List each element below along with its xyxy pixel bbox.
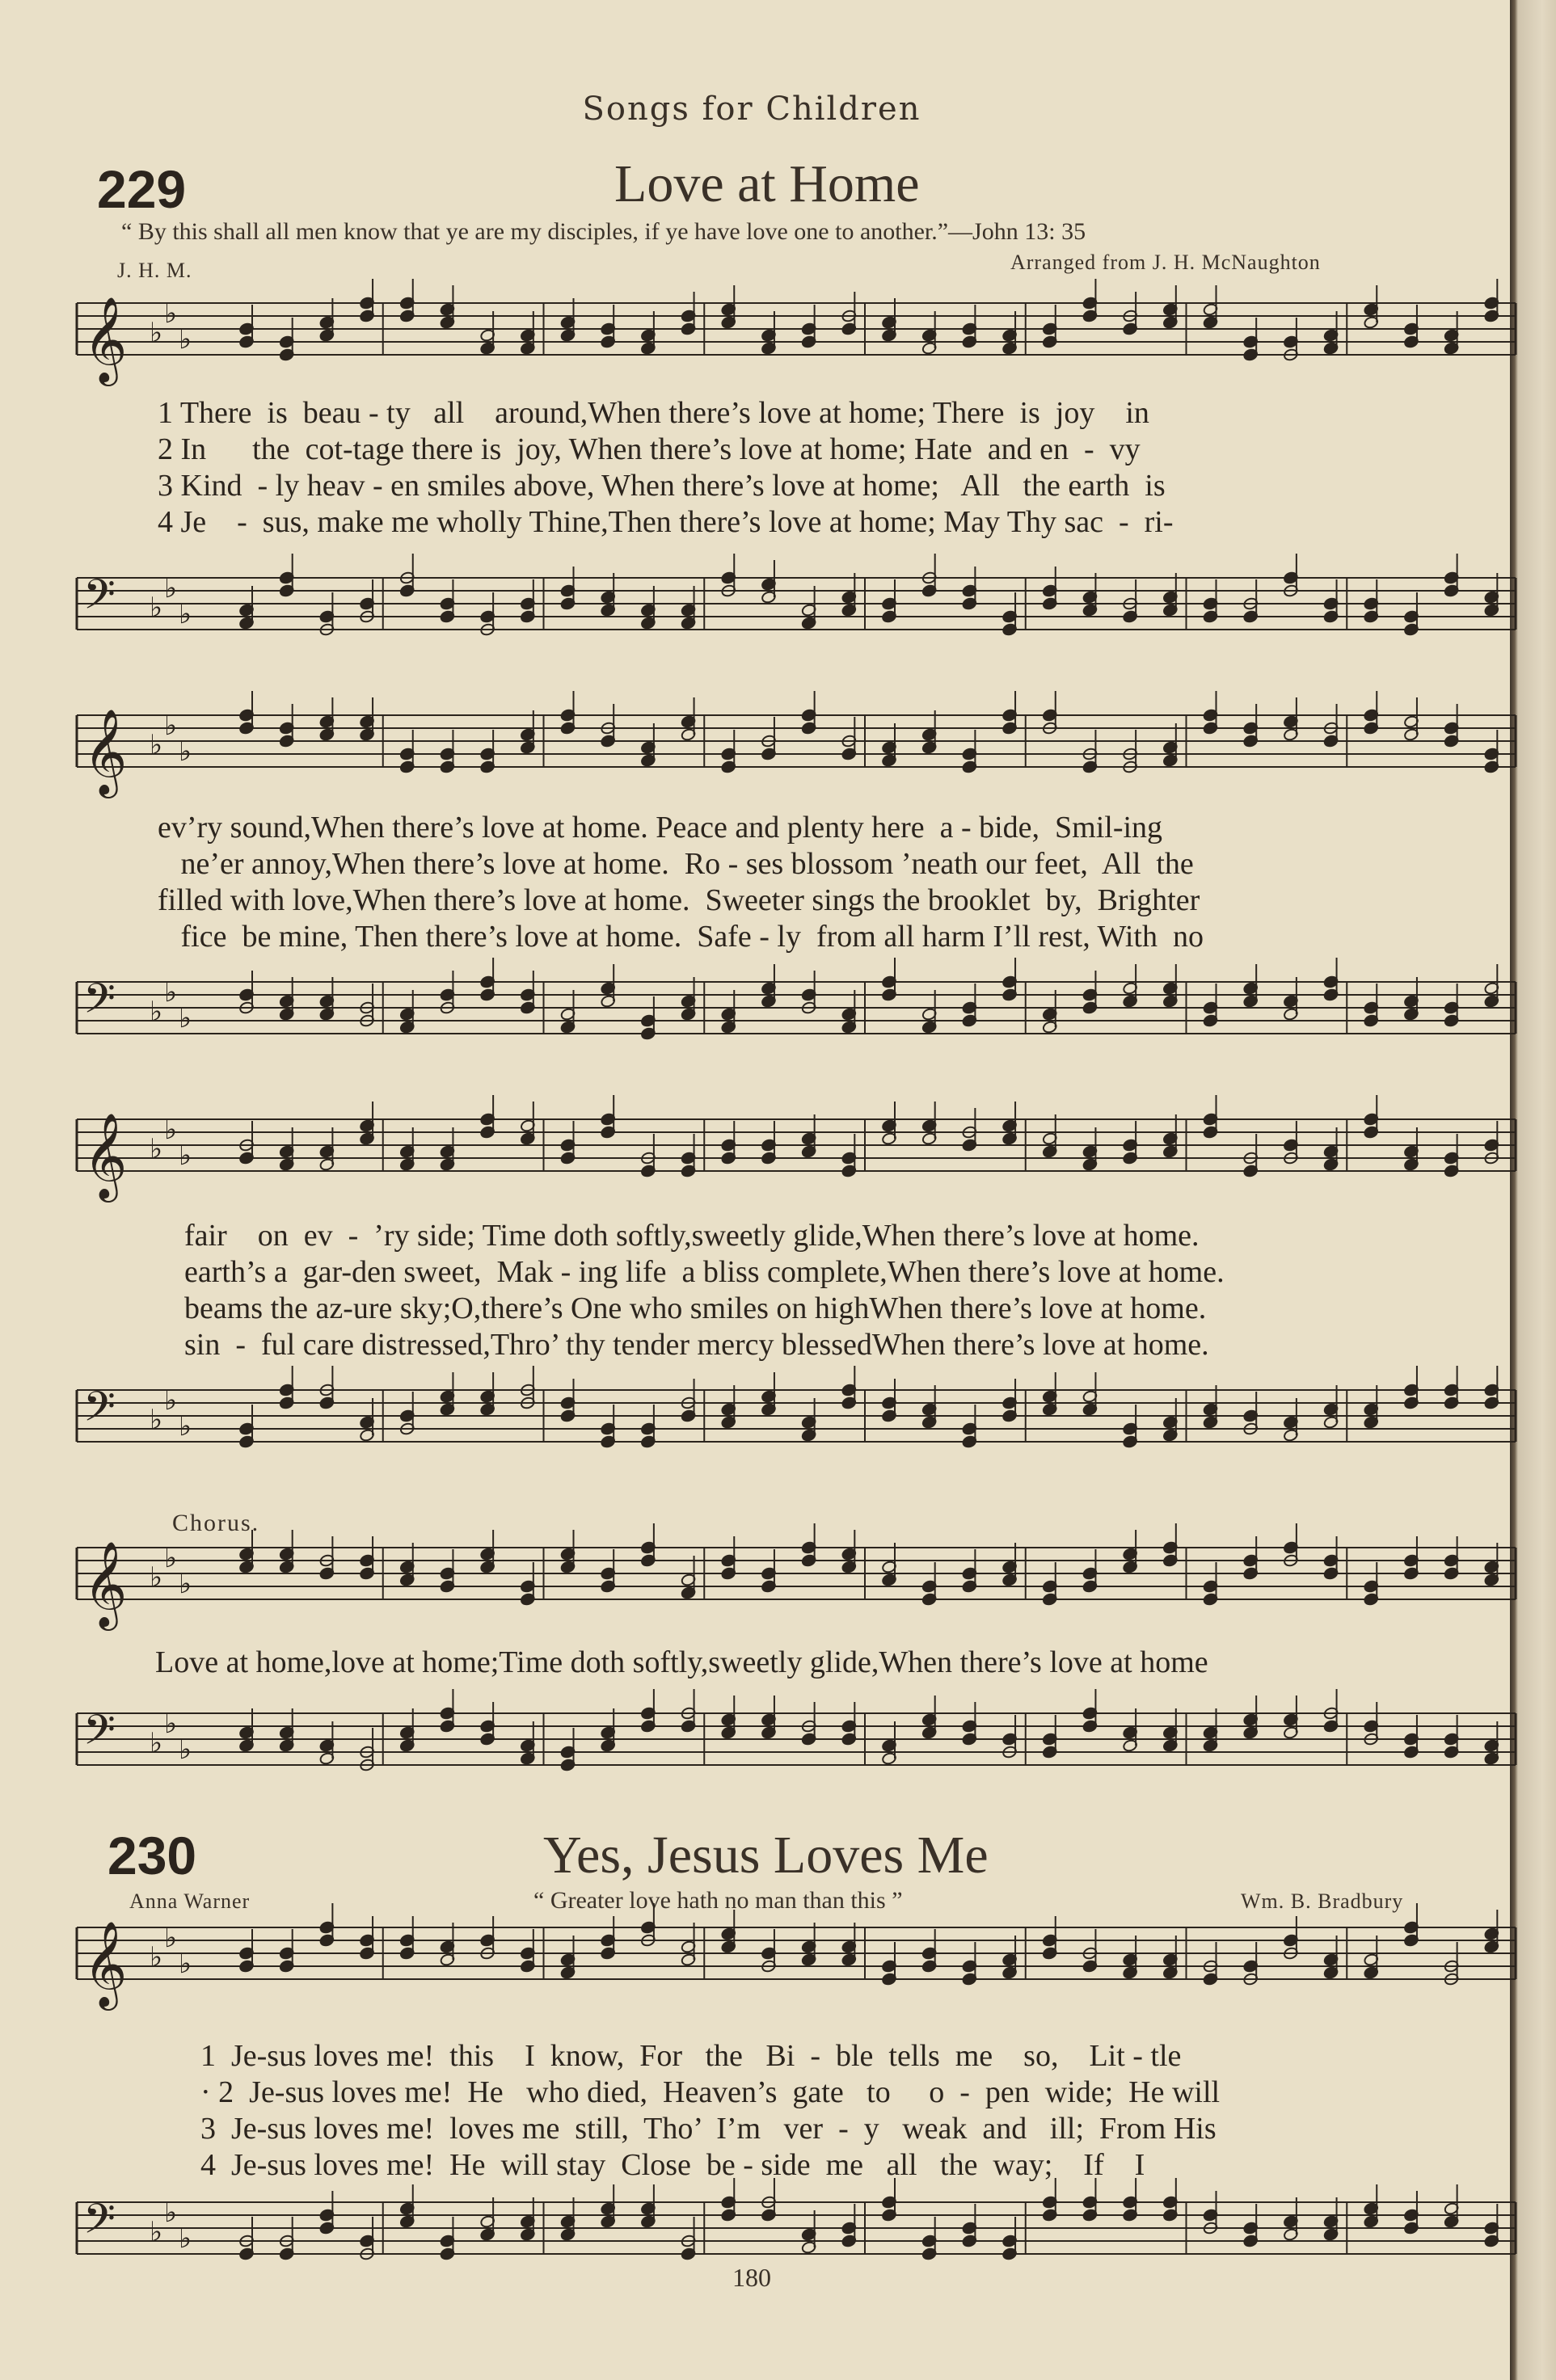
flat-icon: ♭ <box>164 1708 178 1740</box>
treble-clef-icon: 𝄞 <box>83 1540 128 1627</box>
page-number: 180 <box>732 2263 771 2292</box>
verse-line: fice be mine, Then there’s love at home. Safe - ly from all harm I’ll rest, With no <box>158 920 1204 954</box>
bass-clef-icon: 𝄢 <box>83 974 116 1033</box>
flat-icon: ♭ <box>164 2197 178 2229</box>
verse-line: 1 Je-sus loves me! this I know, For the Bi - ble tells me so, Lit - tle <box>200 2039 1182 2073</box>
bass-clef-icon: 𝄢 <box>83 1382 116 1441</box>
flat-icon: ♭ <box>179 2222 192 2255</box>
book-spine-edge <box>1510 0 1556 2380</box>
bass-staff <box>77 1705 1516 1794</box>
verse-line: 1 There is beau - ty all around,When there’s love at home; There is joy in <box>158 396 1149 430</box>
flat-icon: ♭ <box>179 1139 192 1172</box>
flat-icon: ♭ <box>179 735 192 768</box>
flat-icon: ♭ <box>179 598 192 630</box>
hymn-229-lyricist: J. H. M. <box>117 259 192 282</box>
flat-icon: ♭ <box>150 1404 163 1436</box>
verse-line: 4 Je-sus loves me! He will stay Close be - side me all the way; If I <box>200 2148 1145 2182</box>
hymn-229-number: 229 <box>97 159 187 219</box>
verse-line: ne’er annoy,When there’s love at home. Ro - ses blossom ’neath our feet, All the <box>158 847 1194 881</box>
flat-icon: ♭ <box>150 1941 163 1974</box>
flat-icon: ♭ <box>164 1542 178 1574</box>
flat-icon: ♭ <box>150 1727 163 1759</box>
bass-staff <box>77 570 1516 659</box>
flat-icon: ♭ <box>150 1133 163 1165</box>
flat-icon: ♭ <box>179 1733 192 1766</box>
chorus-label: Chorus. <box>172 1510 260 1536</box>
verse-line: ev’ry sound,When there’s love at home. Peace and plenty here a - bide, Smil-ing <box>158 811 1163 845</box>
flat-icon: ♭ <box>179 1568 192 1600</box>
hymn-230-title: Yes, Jesus Loves Me <box>543 1826 989 1885</box>
treble-staff <box>77 295 1516 384</box>
hymn-230-lyricist: Anna Warner <box>129 1889 251 1913</box>
treble-clef-icon: 𝄞 <box>83 1112 128 1198</box>
bass-clef-icon: 𝄢 <box>83 1705 116 1764</box>
flat-icon: ♭ <box>179 1410 192 1443</box>
treble-clef-icon: 𝄞 <box>83 296 128 382</box>
verse-line: 4 Je - sus, make me wholly Thine,Then there’s love at home; May Thy sac - ri- <box>158 505 1174 539</box>
chorus-line: Love at home,love at home;Time doth softly,sweetly glide,When there’s love at home <box>155 1645 1208 1679</box>
verse-line: earth’s a gar-den sweet, Mak - ing life a bliss complete,When there’s love at home. <box>184 1255 1225 1289</box>
flat-icon: ♭ <box>164 1922 178 1954</box>
verse-line: 3 Je-sus loves me! loves me still, Tho’ I’m ver - y weak and ill; From His <box>200 2112 1217 2146</box>
bass-clef-icon: 𝄢 <box>83 2194 116 2253</box>
hymn-229-arranger: Arranged from J. H. McNaughton <box>1010 251 1321 274</box>
treble-staff <box>77 1111 1516 1200</box>
flat-icon: ♭ <box>179 1002 192 1034</box>
flat-icon: ♭ <box>164 297 178 330</box>
bass-staff <box>77 1382 1516 1471</box>
flat-icon: ♭ <box>164 1114 178 1146</box>
hymn-230-composer: Wm. B. Bradbury <box>1241 1889 1404 1913</box>
flat-icon: ♭ <box>150 1561 163 1594</box>
treble-staff <box>77 1919 1516 2008</box>
hymn-230-number: 230 <box>108 1826 197 1885</box>
verse-line: sin - ful care distressed,Thro’ thy tender mercy blessedWhen there’s love at home. <box>184 1328 1209 1362</box>
flat-icon: ♭ <box>150 592 163 624</box>
treble-clef-icon: 𝄞 <box>83 1920 128 2007</box>
hymn-230-scripture: “ Greater love hath no man than this ” <box>533 1887 903 1914</box>
hymn-229-title: Love at Home <box>614 154 920 213</box>
flat-icon: ♭ <box>150 729 163 761</box>
verse-line: 2 In the cot-tage there is joy, When there’s love at home; Hate and en - vy <box>158 432 1141 466</box>
treble-staff <box>77 1540 1516 1628</box>
verse-line: beams the az-ure sky;O,there’s One who smiles on highWhen there’s love at home. <box>184 1291 1207 1325</box>
flat-icon: ♭ <box>164 710 178 742</box>
running-head: Songs for Children <box>582 91 921 128</box>
flat-icon: ♭ <box>179 1948 192 1980</box>
bass-staff <box>77 974 1516 1063</box>
treble-staff <box>77 707 1516 796</box>
flat-icon: ♭ <box>150 317 163 349</box>
bass-clef-icon: 𝄢 <box>83 570 116 629</box>
verse-line: 3 Kind - ly heav - en smiles above, When there’s love at home; All the earth is <box>158 469 1166 503</box>
flat-icon: ♭ <box>164 1384 178 1417</box>
flat-icon: ♭ <box>179 323 192 356</box>
verse-line: filled with love,When there’s love at home. Sweeter sings the brooklet by, Brighter <box>158 883 1200 917</box>
hymn-229-scripture: “ By this shall all men know that ye are my disciples, if ye have love one to another.”—John 13: 35 <box>121 218 1086 245</box>
verse-line: fair on ev - ’ry side; Time doth softly,sweetly glide,When there’s love at home. <box>184 1219 1200 1253</box>
flat-icon: ♭ <box>164 572 178 604</box>
flat-icon: ♭ <box>150 996 163 1028</box>
flat-icon: ♭ <box>150 2216 163 2248</box>
verse-line: · 2 Je-sus loves me! He who died, Heaven’s gate to o - pen wide; He will <box>200 2075 1221 2109</box>
treble-clef-icon: 𝄞 <box>83 708 128 794</box>
flat-icon: ♭ <box>164 976 178 1009</box>
